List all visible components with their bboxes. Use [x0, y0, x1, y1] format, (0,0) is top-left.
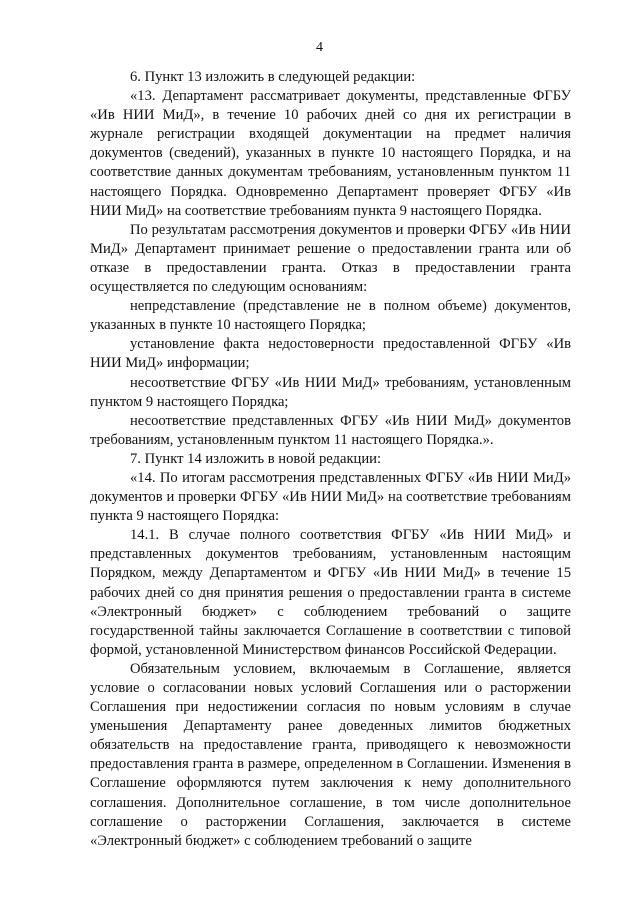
paragraph: непредставление (представление не в полном объеме) документов, указанных в пункте 10 настоящего Порядка; — [90, 298, 571, 334]
document-body — [90, 68, 571, 851]
paragraph: Обязательным условием, включаемым в Соглашение, является условие о согласовании новых условий Соглашения или о расторжении Соглашения при недостижении согласия по новым условиям в случае уменьшения Департаменту ранее доведенных лимитов бюджетных обязательств на предоставление гранта, приводящего к невозможности предоставления гранта в размере, определенном в Соглашении. Изменения в Соглашение оформляются путем заключения к нему дополнительного соглашения. Дополнительное соглашение, в том числе дополнительное соглашение о расторжении Соглашения, заключается в системе «Электронный бюджет» с соблюдением требований о защите — [90, 660, 571, 849]
paragraph: По результатам рассмотрения документов и проверки ФГБУ «Ив НИИ МиД» Департамент принимает решение о предоставлении гранта или об отказе в предоставлении гранта. Отказ в предоставлении гранта осуществляется по следующим основаниям: — [90, 221, 571, 296]
paragraph: установление факта недостоверности предоставленной ФГБУ «Ив НИИ МиД» информации; — [90, 336, 571, 372]
paragraph: 7. Пункт 14 изложить в новой редакции: — [130, 450, 382, 467]
paragraph: несоответствие представленных ФГБУ «Ив НИИ МиД» документов требованиям, установленным пунктом 11 настоящего Порядка.». — [90, 412, 571, 448]
paragraph: «14. По итогам рассмотрения представленных ФГБУ «Ив НИИ МиД» документов и проверки ФГБУ «Ив НИИ МиД» на соответствие требованиям пункта 9 настоящего Порядка: — [90, 469, 571, 525]
paragraph: 6. Пункт 13 изложить в следующей редакции: — [130, 69, 416, 85]
page-number: 4 — [316, 40, 323, 55]
paragraph: 14.1. В случае полного соответствия ФГБУ «Ив НИИ МиД» и представленных документов требованиям, установленным настоящим Порядком, между Департаментом и ФГБУ «Ив НИИ МиД» в течение 15 рабочих дней со дня принятия решения о предоставлении гранта в системе «Электронный бюджет» с соблюдением требований о защите государственной тайны заключается Соглашение в соответствии с типовой формой, установленной Министерством финансов Российской Федерации. — [90, 527, 571, 658]
paragraph: несоответствие ФГБУ «Ив НИИ МиД» требованиям, установленным пунктом 9 настоящего Порядка; — [90, 374, 571, 410]
paragraph: «13. Департамент рассматривает документы, представленные ФГБУ «Ив НИИ МиД», в течение 10 рабочих дней со дня их регистрации в журнале регистрации входящей документации на предмет наличия документов (сведений), указанных в пункте 10 настоящего Порядка, и на соответствие данных документам требованиям, установленным пунктом 11 настоящего Порядка. Одновременно Департамент проверяет ФГБУ «Ив НИИ МиД» на соответствие требованиям пункта 9 настоящего Порядка. — [90, 88, 571, 219]
